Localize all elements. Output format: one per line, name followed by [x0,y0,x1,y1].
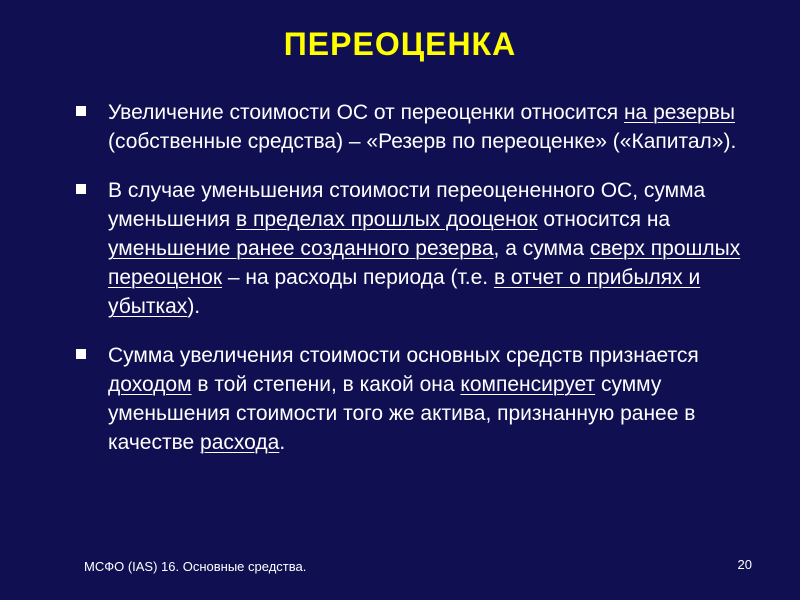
text-segment: – на расходы периода (т.е. [222,266,494,289]
square-bullet-icon [76,349,86,359]
text-segment: в той степени, в какой она [191,373,461,396]
underlined-term: уменьшение ранее созданного резерва [108,237,494,260]
bullet-list [76,98,756,457]
bullet-text [108,98,756,156]
slide-title: ПЕРЕОЦЕНКА [283,26,517,62]
underlined-term: в пределах прошлых дооценок [235,208,538,231]
text-segment: сумму уменьшения стоимости того же актива, признанную ранее в качестве [108,373,696,454]
square-bullet-icon [76,106,86,116]
text-segment: (собственные средства) – «Резерв по переоценке» («Капитал»). [108,130,737,153]
text-segment: относится на [537,208,671,231]
underlined-term: расхода [200,431,280,454]
text-segment: ). [187,295,201,318]
underlined-term: доходом [108,373,192,396]
bullet-item [76,341,756,457]
text-segment: , а сумма [493,237,590,260]
square-bullet-icon [76,184,86,194]
underlined-term: на резервы [623,101,735,124]
bullet-text [108,341,756,457]
text-segment: . [279,431,286,454]
underlined-term: в отчет о прибылях и убытках [108,266,701,318]
text-segment: В случае уменьшения стоимости переоцененного ОС, сумма уменьшения [108,179,706,231]
bullet-text [108,176,756,321]
bullet-item [76,98,756,156]
underlined-term: компенсирует [460,373,596,396]
underlined-term: сверх прошлых переоценок [108,237,741,289]
page-number: 20 [737,557,752,572]
slide-footer: МСФО (IAS) 16. Основные средства. [84,559,307,574]
text-segment: Сумма увеличения стоимости основных средств признается [108,344,699,367]
text-segment: Увеличение стоимости ОС от переоценки относится [108,101,624,124]
bullet-item [76,176,756,321]
